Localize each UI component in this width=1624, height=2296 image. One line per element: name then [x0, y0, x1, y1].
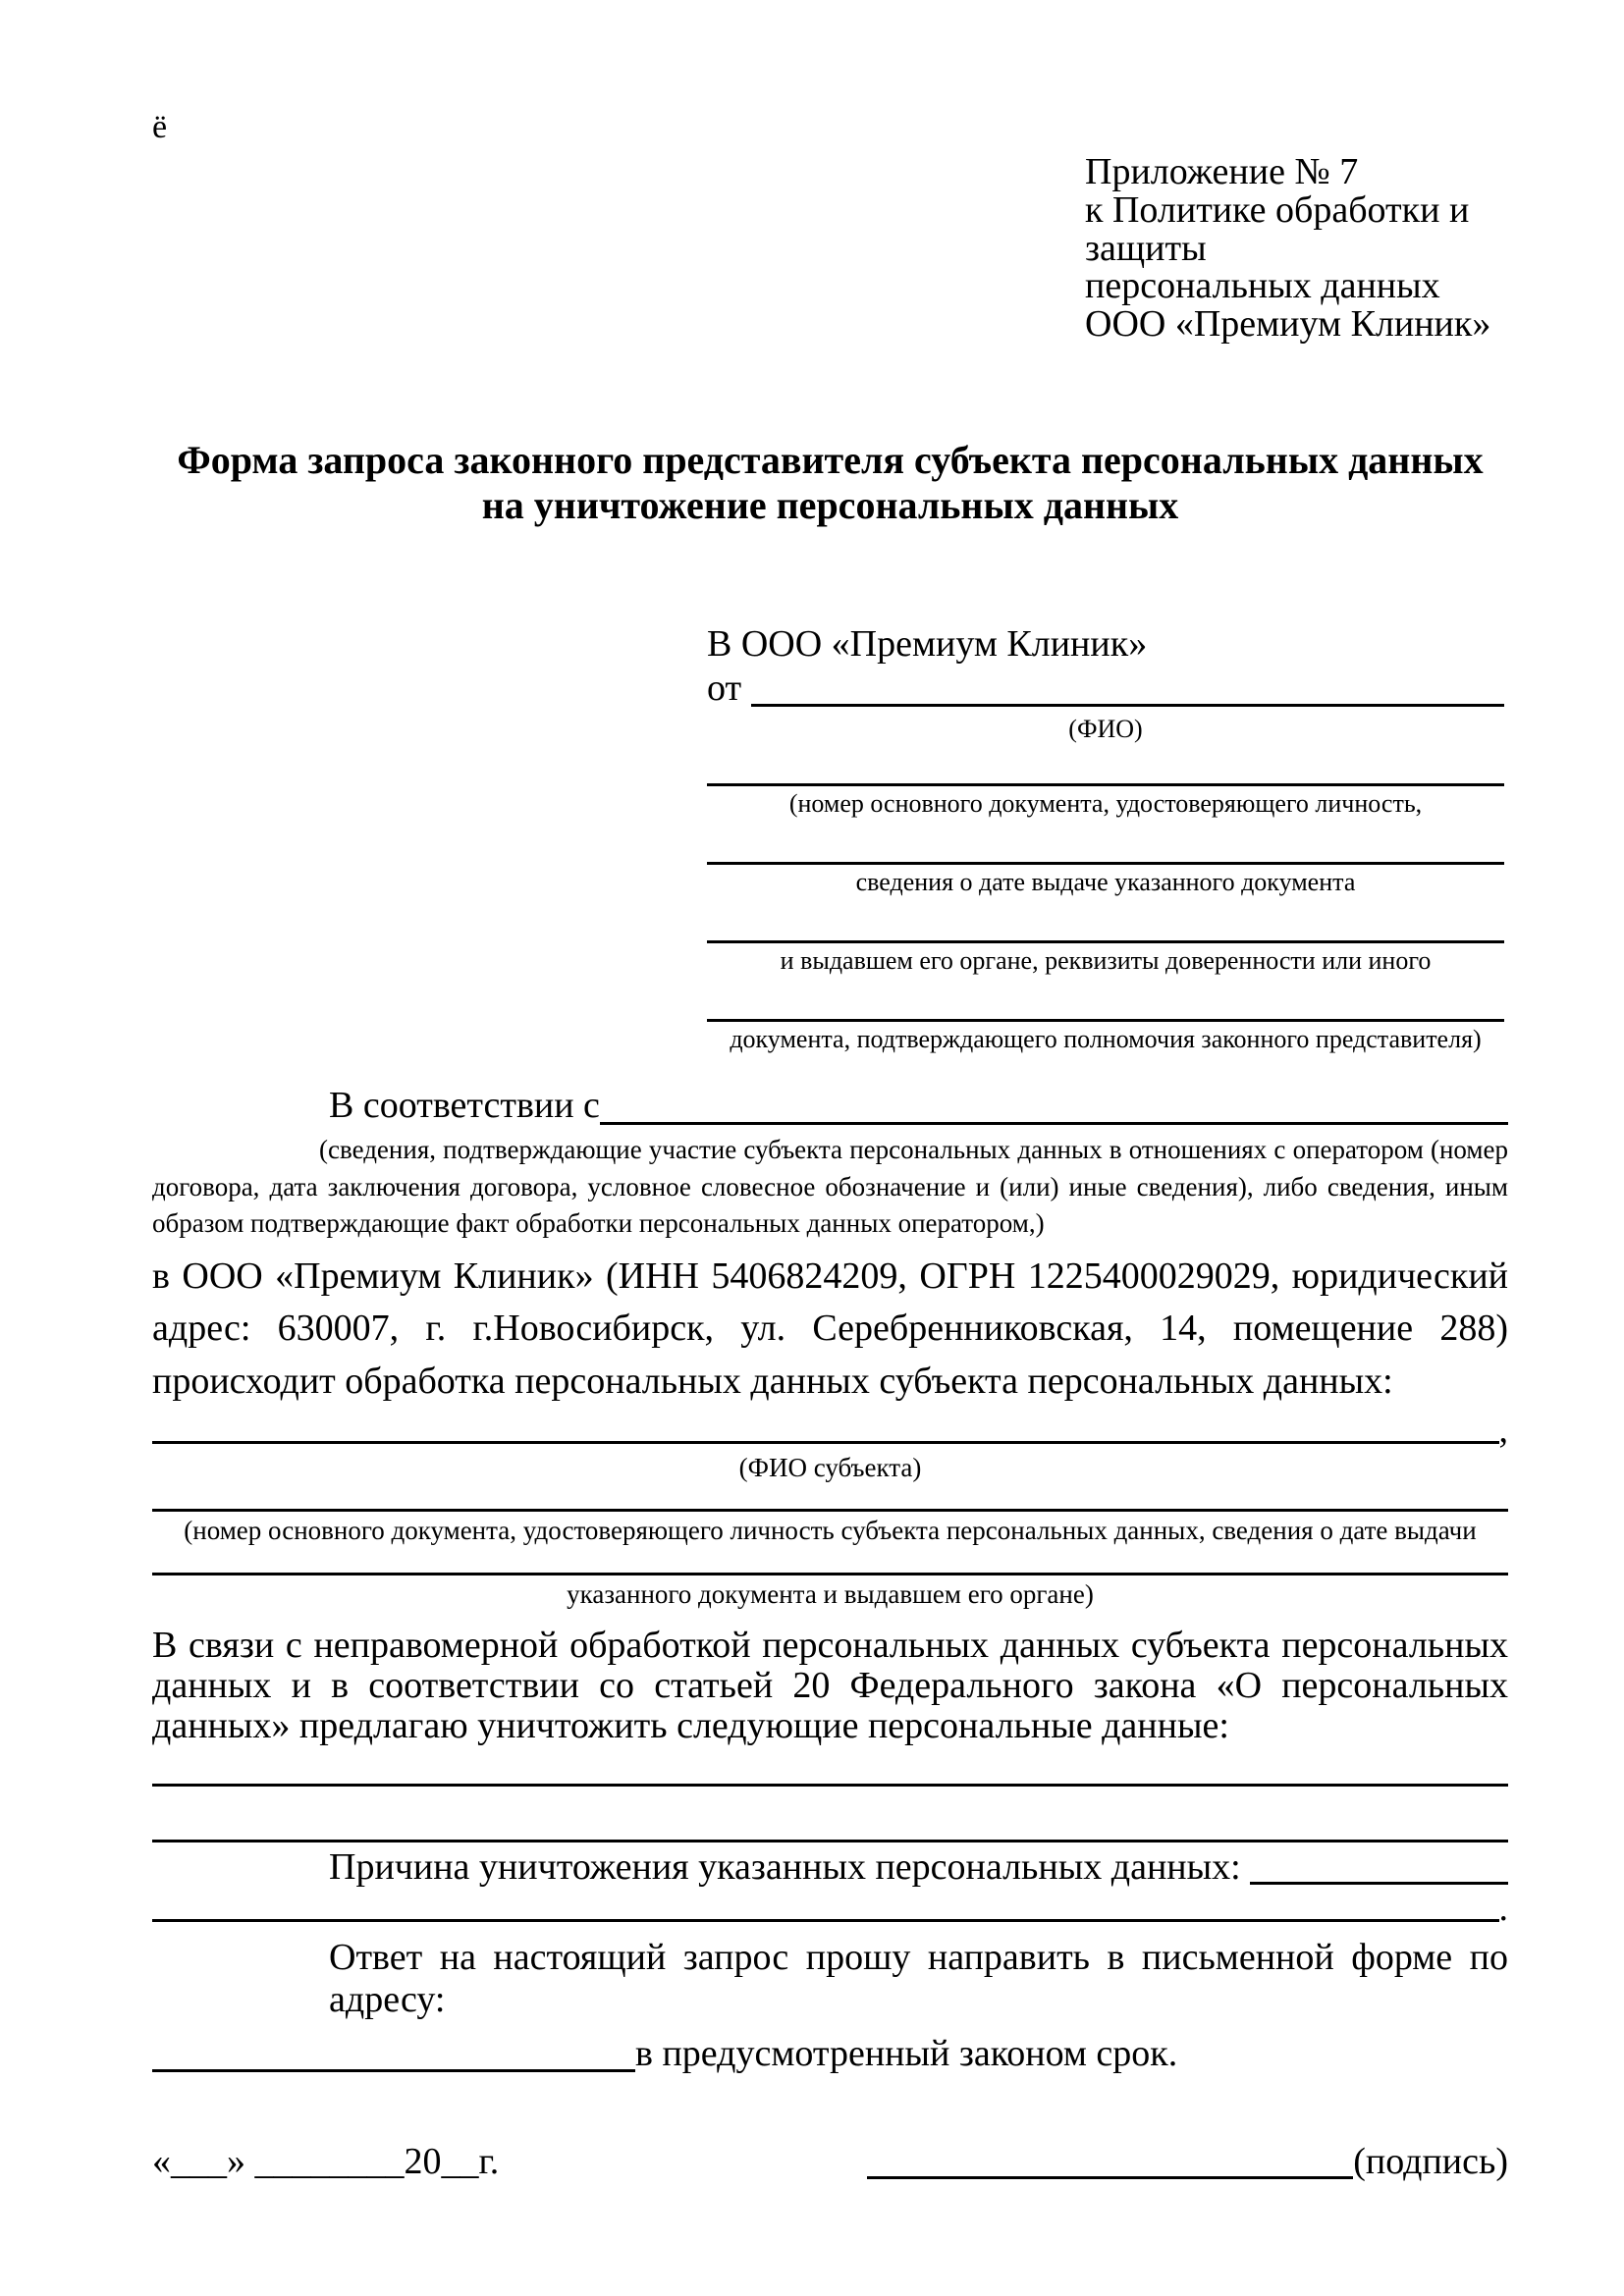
representative-doc-field	[707, 976, 1504, 1054]
reason-continuation-line	[152, 1890, 1499, 1922]
appendix-note-line: персональных данных	[1085, 265, 1440, 307]
answer-tail: в предусмотренный законом срок.	[635, 2033, 1178, 2075]
subject-fio-suffix: ,	[1498, 1409, 1508, 1451]
signature-group	[867, 2140, 1508, 2185]
signature-row	[152, 2140, 1508, 2185]
addressee-to-line: В ООО «Премиум Клиник»	[707, 622, 1148, 665]
blank-field-line	[707, 819, 1504, 865]
fio-caption: (ФИО)	[1068, 714, 1143, 743]
field-caption: документа, подтверждающего полномочия законного представителя)	[730, 1024, 1482, 1053]
field-caption: сведения о дате выдаче указанного документа	[855, 867, 1356, 896]
operator-paragraph: в ООО «Премиум Клиник» (ИНН 5406824209, ОГРН 1225400029029, юридический адрес: 630007, г. г.Новосибирск, ул. Серебренниковская, 14, помещение 288) происходит обработка персональных данных субъекта персональных данных:	[152, 1255, 1508, 1402]
subject-fio-caption: (ФИО субъекта)	[738, 1452, 922, 1482]
field-caption: и выдавшем его органе, реквизиты доверенности или иного	[780, 945, 1432, 975]
date-line: «___» ________20__г.	[152, 2140, 500, 2182]
accordance-row	[152, 1083, 1508, 1130]
appendix-note-line: к Политике обработки и защиты	[1085, 188, 1470, 269]
appendix-note-line: ООО «Премиум Клиник»	[1085, 303, 1491, 345]
signature-caption: (подпись)	[1353, 2140, 1508, 2182]
signature-blank-line	[867, 2176, 1353, 2179]
unlawful-processing-paragraph: В связи с неправомерной обработкой персональных данных субъекта персональных данных и в соответствии со статьей 20 Федерального закона «О персональных данных» предлагаю уничтожить следующие персональные данные:	[152, 1625, 1508, 1747]
subject-doc-caption-1: (номер основного документа, удостоверяющего личность субъекта персональных данных, сведения о дате выдачи	[184, 1516, 1477, 1546]
answer-address-blank-line	[152, 2069, 635, 2072]
blank-field-line	[707, 976, 1504, 1022]
subject-doc-blank-line-1	[152, 1483, 1508, 1512]
subject-doc-blank-line-2	[152, 1547, 1508, 1575]
document-title	[152, 438, 1508, 528]
accordance-label: В соответствии с	[329, 1085, 600, 1127]
representative-doc-field	[707, 819, 1504, 897]
document-title-line2: на уничтожение персональных данных	[481, 482, 1179, 527]
appendix-note-line: Приложение № 7	[1085, 151, 1359, 192]
from-blank-line	[751, 704, 1504, 707]
data-blank-line-2	[152, 1787, 1508, 1842]
reason-period: .	[1498, 1887, 1508, 1929]
reason-label: Причина уничтожения указанных персональных данных:	[329, 1846, 1251, 1889]
data-blank-line-1	[152, 1746, 1508, 1787]
reason-row	[152, 1846, 1508, 1890]
subject-fio-blank-line	[152, 1408, 1499, 1444]
blank-field-line	[707, 744, 1504, 786]
from-label: от	[707, 667, 751, 710]
accordance-blank-line	[600, 1122, 1508, 1125]
representative-doc-field	[707, 744, 1504, 819]
reason-continuation-row	[152, 1887, 1508, 1929]
subject-doc-caption-2: указанного документа и выдавшем его органе)	[567, 1578, 1094, 1609]
answer-paragraph: Ответ на настоящий запрос прошу направить в письменной форме по адресу:	[329, 1936, 1508, 2021]
accordance-caption: (сведения, подтверждающие участие субъекта персональных данных в отношениях с оператором (номер договора, дата заключения договора, условное словесное обозначение и (или) иные сведения), либо сведения, иным образом подтверждающие факт обработки персональных данных оператором,)	[152, 1134, 1508, 1239]
answer-address-row	[152, 2032, 1508, 2077]
subject-fio-row	[152, 1408, 1508, 1449]
blank-field-line	[707, 897, 1504, 943]
addressee-block	[707, 622, 1504, 1054]
representative-doc-field	[707, 897, 1504, 976]
stray-char: ё	[152, 109, 168, 145]
reason-blank-line	[1250, 1882, 1508, 1885]
addressee-from-row	[707, 667, 1504, 712]
field-caption: (номер основного документа, удостоверяющего личность,	[788, 788, 1423, 818]
appendix-note	[1085, 153, 1508, 344]
document-title-line1: Форма запроса законного представителя субъекта персональных данных	[177, 437, 1484, 482]
